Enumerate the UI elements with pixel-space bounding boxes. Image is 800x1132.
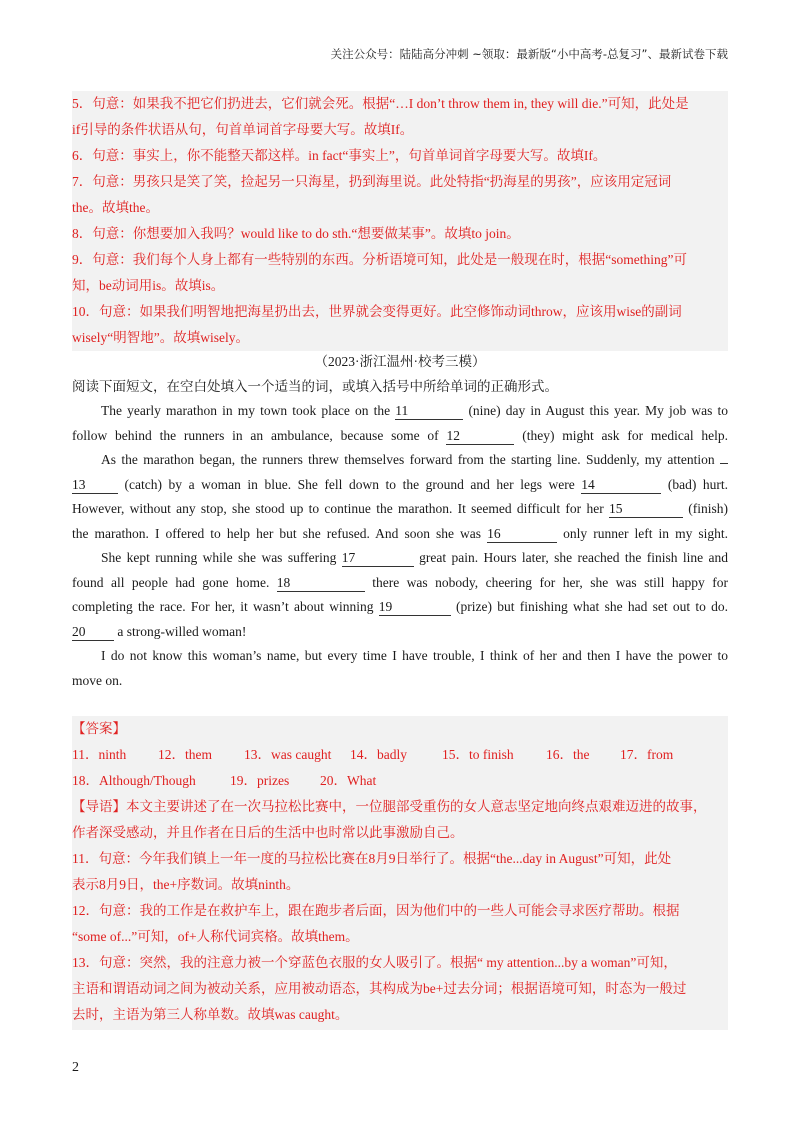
blank-12[interactable]: 12 [446,428,514,445]
explanation-line: 12．句意：我的工作是在救护车上，跟在跑步者后面，因为他们中的一些人可能会寻求医疗帮助。根据 [72,903,680,918]
passage-line: found all people had gone home. 18 there was nobody, cheering for her, she was still happy for [72,574,729,590]
blank-11[interactable]: 11 [395,403,463,420]
answer-item: 19．prizes [230,773,290,788]
explanation-line: 7．句意：男孩只是笑了笑，捡起另一只海星，扔到海里说。此处特指“扔海星的男孩”，应该用定冠词 [72,174,672,189]
blank-15[interactable]: 15 [609,501,683,518]
explanation-line: 8．句意：你想要加入我吗？would like to do sth.“想要做某事”。故填to join。 [72,226,520,241]
answers-row [72,768,728,794]
explanation-line: 表示8月9日，the+序数词。故填ninth。 [72,877,300,892]
answer-item: 16．the [546,747,590,762]
passage [72,399,728,693]
source-caption: （2023·浙江温州·校考三模） [314,354,486,369]
answer-item: 15．to finish [442,747,514,762]
answer-item: 20．What [320,773,377,788]
guide-label: 【导语】 [72,799,126,814]
prev-explanations [72,91,728,351]
guide-line: 作者深受感动，并且作者在日后的生活中也时常以此事激励自己。 [72,825,464,840]
answer-item: 12．them [158,747,212,762]
explanation-line: 知，be动词用is。故填is。 [72,278,225,293]
explanation-line: 6．句意：事实上，你不能整天都这样。in fact“事实上”，句首单词首字母要大写。故填If。 [72,148,607,163]
blank-stub [720,463,728,464]
blank-13[interactable]: 13 [72,477,118,494]
explanation-line: 去时，主语为第三人称单数。故填was caught。 [72,1007,349,1022]
explanation-line: wisely“明智地”。故填wisely。 [72,330,249,345]
passage-line: follow behind the runners in an ambulance, because some of 12 (they) might ask for medical help. [72,427,729,443]
passage-line: the marathon. I offered to help her but she refused. And soon she was 16 only runner left in my sight. [72,525,729,541]
answer-item: 18．Although/Though [72,773,196,788]
answer-item: 13．was caught [244,747,332,762]
passage-line: As the marathon began, the runners threw themselves forward from the starting line. Suddenly, my attention [72,448,728,473]
passage-line: 20 a strong-willed woman! [72,623,247,639]
explanation-line: “some of...”可知，of+人称代词宾格。故填them。 [72,929,359,944]
answer-item: 11．ninth [72,747,127,762]
blank-17[interactable]: 17 [342,550,414,567]
explanation-line: 主语和谓语动词之间为被动关系，应用被动语态，其构成为be+过去分词；根据语境可知，时态为一般过 [72,981,687,996]
passage-line: I do not know this woman’s name, but every time I have trouble, I think of her and then I have the power to [101,648,728,663]
blank-16[interactable]: 16 [487,526,557,543]
explanation-line: 10．句意：如果我们明智地把海星扔出去，世界就会变得更好。此空修饰动词throw，应该用wise的副词 [72,304,682,319]
answer-item: 14．badly [350,747,407,762]
blank-18[interactable]: 18 [277,575,365,592]
blank-14[interactable]: 14 [581,477,661,494]
explanation-line: 11．句意：今年我们镇上一年一度的马拉松比赛在8月9日举行了。根据“the...day in August”可知，此处 [72,851,672,866]
passage-line: 13 (catch) by a woman in blue. She fell down to the ground and her legs were 14 (bad) hurt. [72,476,728,492]
instruction: 阅读下面短文，在空白处填入一个适当的词，或填入括号中所给单词的正确形式。 [72,379,558,394]
passage-line: However, without any stop, she stood up to continue the marathon. It seemed difficult for her 15 (finish) [72,501,728,516]
passage-line: completing the race. For her, it wasn’t about winning 19 (prize) but finishing what she had set out to do. [72,599,728,614]
explanation-line: the。故填the。 [72,200,159,215]
passage-line: move on. [72,672,123,688]
answer-title: 【答案】 [72,721,126,736]
guide-line: 【导语】本文主要讲述了在一次马拉松比赛中，一位腿部受重伤的女人意志坚定地向终点艰难迈进的故事， [72,799,707,814]
explanation-line: 13．句意：突然，我的注意力被一个穿蓝色衣服的女人吸引了。根据“ my attention...by a woman”可知， [72,955,677,970]
page-header: 关注公众号：陆陆高分冲刺 ~领取：最新版“小中高考-总复习”、最新试卷下载 [330,47,728,61]
explanation-line: 9．句意：我们每个人身上都有一些特别的东西。分析语境可知，此处是一般现在时，根据“something”可 [72,252,687,267]
explanation-line: 5．句意：如果我不把它们扔进去，它们就会死。根据“…I don’t throw them in, they will die.”可知，此处是 [72,96,689,111]
page-number: 2 [72,1060,79,1075]
passage-line: She kept running while she was suffering 17 great pain. Hours later, she reached the finish line and [101,550,729,565]
passage-line: The yearly marathon in my town took place on the 11 (nine) day in August this year. My job was to [101,403,729,418]
blank-19[interactable]: 19 [379,599,451,616]
answers-row [72,742,728,768]
explanation-line: if引导的条件状语从句，句首单词首字母要大写。故填If。 [72,122,414,137]
blank-20[interactable]: 20 [72,624,114,641]
answer-item: 17．from [620,747,674,762]
answer-section [72,716,728,1030]
